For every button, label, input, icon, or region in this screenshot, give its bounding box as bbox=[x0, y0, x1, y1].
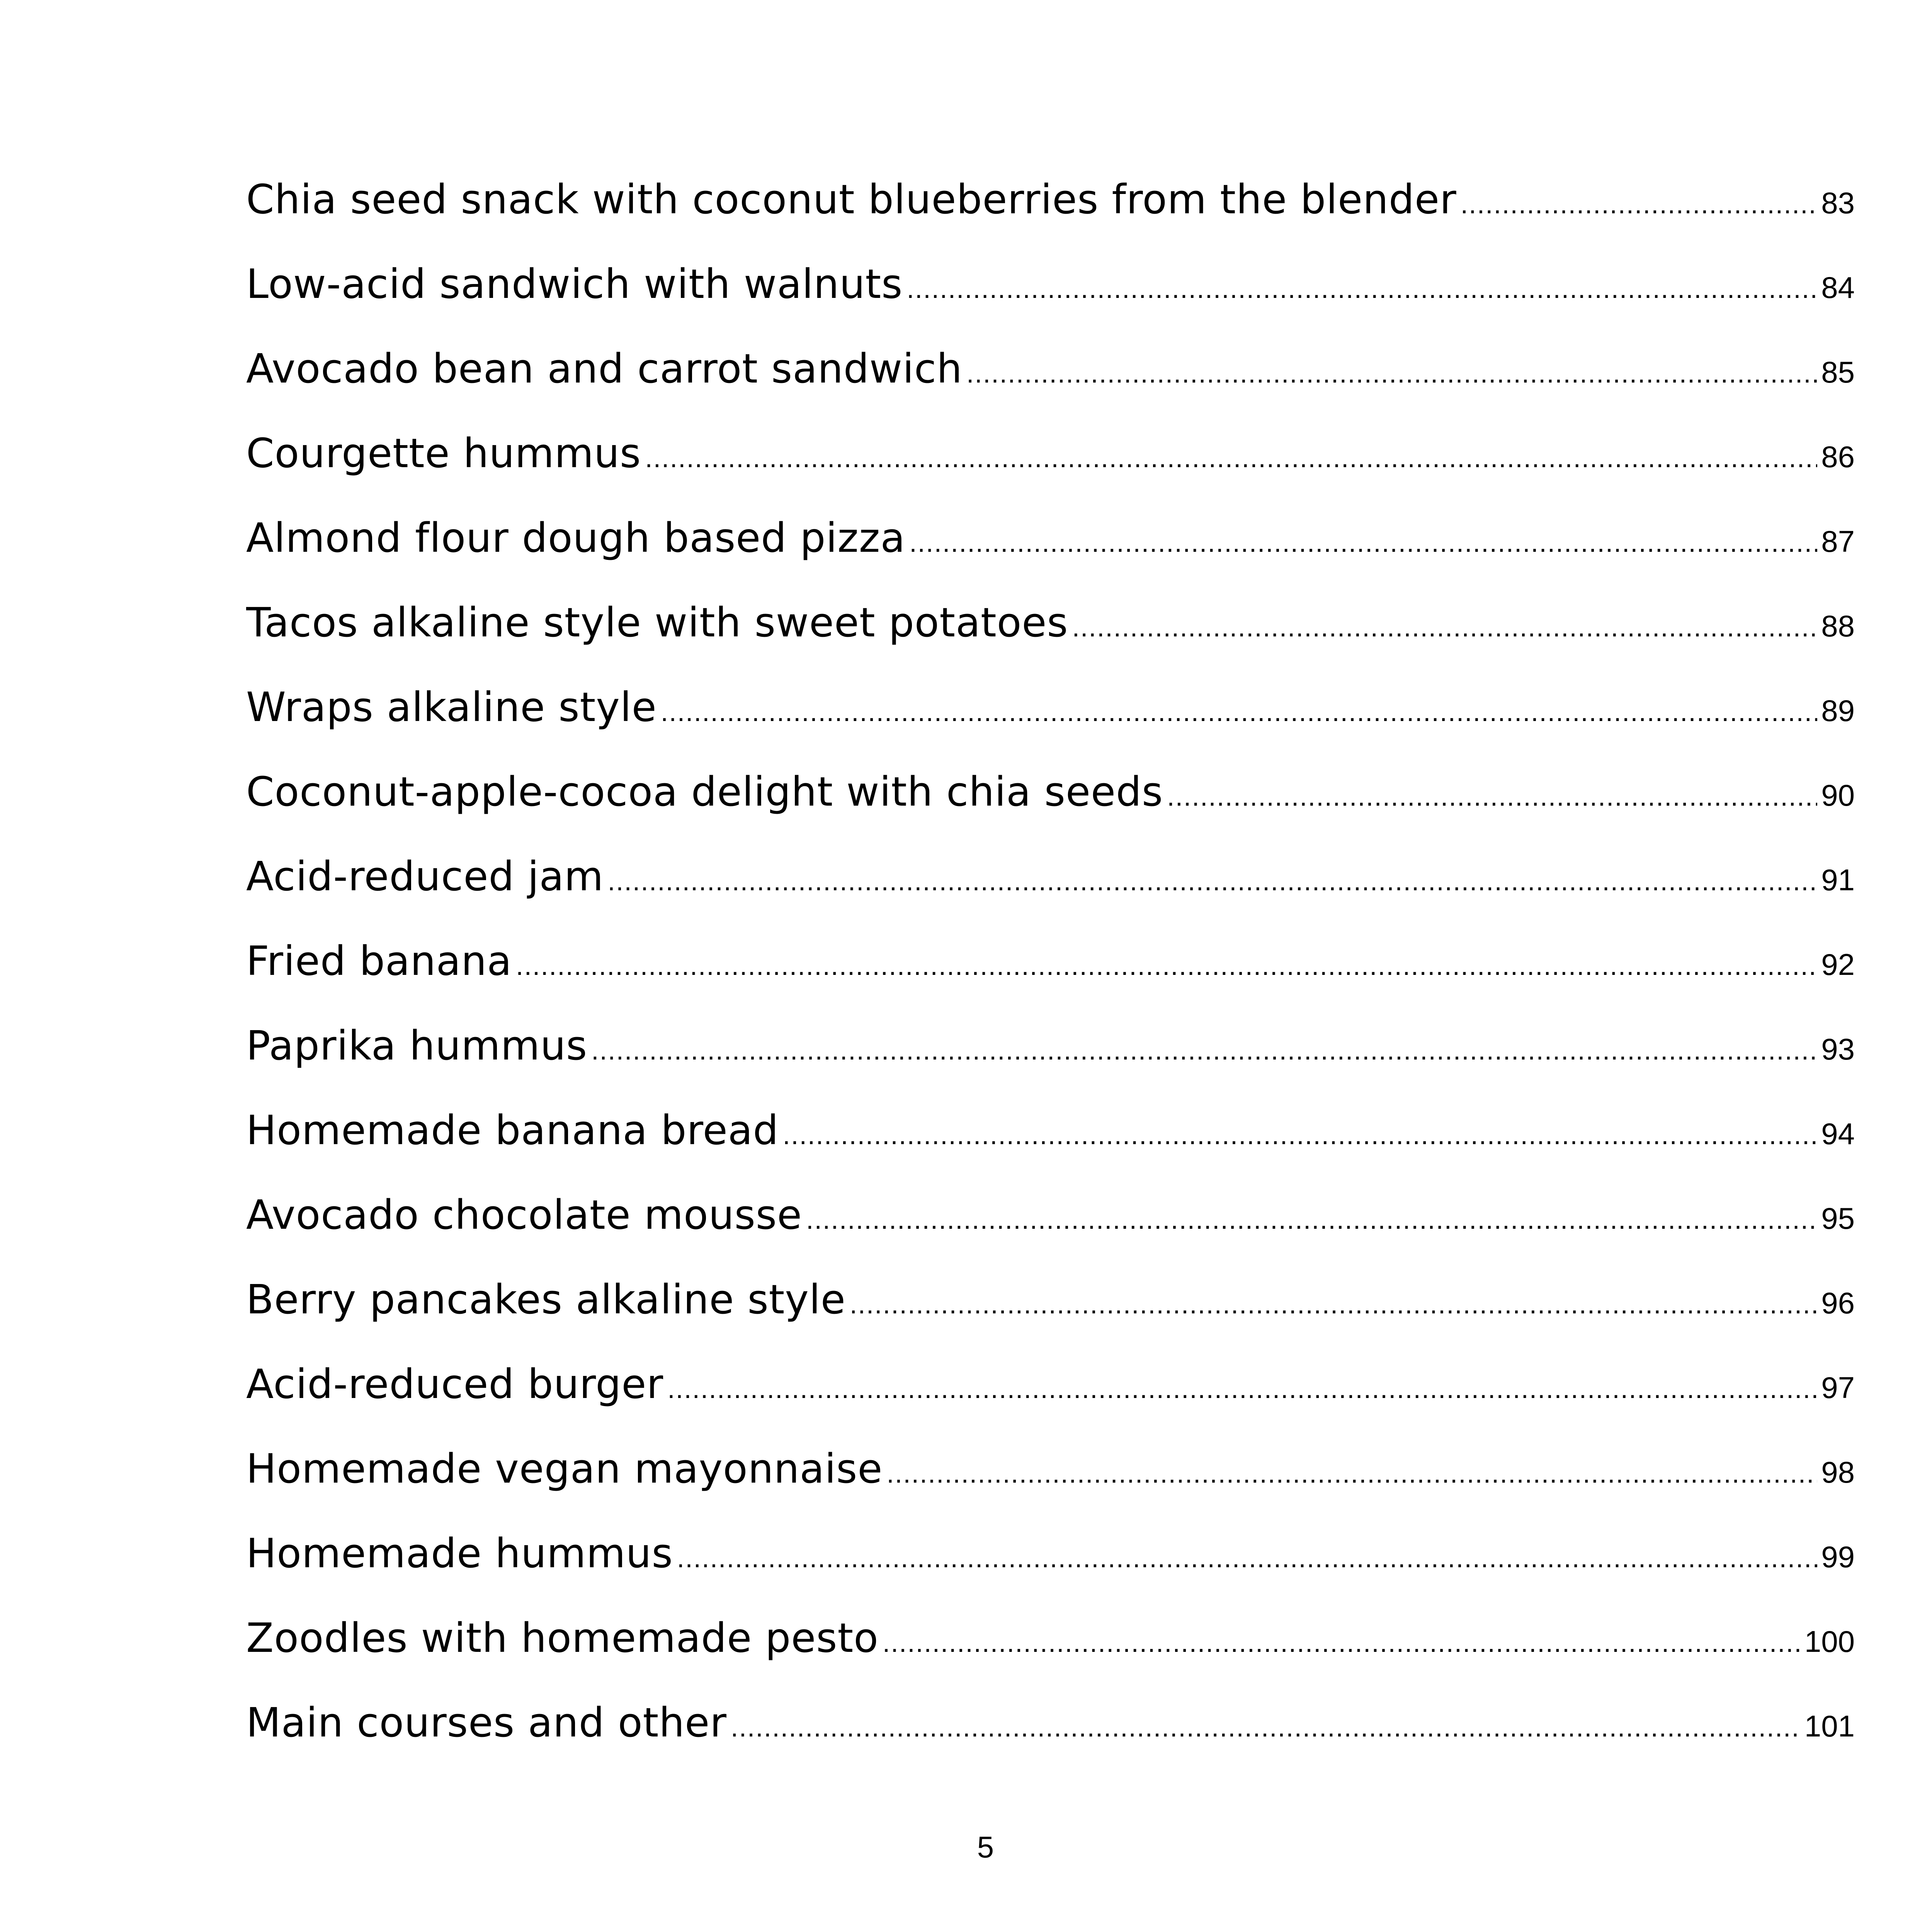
toc-entry-page: 90 bbox=[1821, 778, 1855, 812]
toc-entry-title: Avocado bean and carrot sandwich bbox=[246, 345, 963, 392]
toc-dot-leader bbox=[661, 696, 1817, 727]
toc-entry bbox=[246, 1699, 1855, 1784]
toc-entry bbox=[246, 684, 1855, 768]
toc-dot-leader bbox=[883, 1627, 1801, 1658]
toc-dot-leader bbox=[667, 1373, 1817, 1404]
toc-entry-title: Avocado chocolate mousse bbox=[246, 1191, 803, 1238]
toc-entry bbox=[246, 599, 1855, 684]
toc-entry-page: 84 bbox=[1821, 270, 1855, 304]
toc-entry bbox=[246, 937, 1855, 1022]
toc-entry-page: 101 bbox=[1804, 1709, 1855, 1743]
toc-entry-title: Almond flour dough based pizza bbox=[246, 514, 906, 561]
toc-entry bbox=[246, 1191, 1855, 1276]
toc-entry-page: 87 bbox=[1821, 524, 1855, 558]
table-of-contents bbox=[246, 176, 1855, 1784]
toc-entry bbox=[246, 345, 1855, 430]
toc-entry bbox=[246, 1107, 1855, 1191]
toc-dot-leader bbox=[1167, 781, 1817, 812]
toc-entry bbox=[246, 1530, 1855, 1614]
toc-dot-leader bbox=[783, 1119, 1818, 1150]
toc-entry-title: Tacos alkaline style with sweet potatoes bbox=[246, 599, 1068, 646]
toc-entry-page: 100 bbox=[1804, 1624, 1855, 1658]
toc-dot-leader bbox=[906, 273, 1817, 304]
toc-entry-page: 92 bbox=[1821, 947, 1855, 981]
toc-entry-page: 94 bbox=[1821, 1117, 1855, 1151]
page-number: 5 bbox=[977, 1830, 994, 1864]
toc-dot-leader bbox=[677, 1543, 1817, 1573]
toc-entry-title: Homemade banana bread bbox=[246, 1107, 779, 1154]
toc-entry-page: 95 bbox=[1821, 1201, 1855, 1235]
toc-entry bbox=[246, 260, 1855, 345]
toc-entry-title: Courgette hummus bbox=[246, 430, 641, 477]
toc-dot-leader bbox=[516, 950, 1817, 981]
toc-entry-title: Main courses and other bbox=[246, 1699, 727, 1746]
toc-dot-leader bbox=[886, 1458, 1817, 1489]
toc-entry-page: 83 bbox=[1821, 186, 1855, 220]
toc-dot-leader bbox=[1072, 612, 1818, 643]
toc-entry bbox=[246, 514, 1855, 599]
toc-dot-leader bbox=[645, 442, 1817, 473]
toc-entry-title: Wraps alkaline style bbox=[246, 684, 657, 731]
toc-dot-leader bbox=[909, 527, 1817, 558]
toc-entry-page: 98 bbox=[1821, 1455, 1855, 1489]
toc-entry-page: 96 bbox=[1821, 1286, 1855, 1320]
toc-entry bbox=[246, 1276, 1855, 1361]
toc-entry-title: Low-acid sandwich with walnuts bbox=[246, 260, 903, 308]
toc-entry bbox=[246, 1361, 1855, 1445]
toc-dot-leader bbox=[1461, 189, 1818, 219]
toc-entry-title: Acid-reduced burger bbox=[246, 1361, 664, 1408]
toc-dot-leader bbox=[966, 358, 1817, 389]
toc-entry bbox=[246, 176, 1855, 260]
toc-entry-page: 91 bbox=[1821, 863, 1855, 897]
toc-dot-leader bbox=[806, 1204, 1817, 1235]
toc-entry-title: Coconut-apple-cocoa delight with chia seeds bbox=[246, 768, 1163, 815]
toc-dot-leader bbox=[608, 866, 1818, 896]
toc-entry bbox=[246, 430, 1855, 514]
toc-entry-title: Chia seed snack with coconut blueberries from the blender bbox=[246, 176, 1457, 223]
toc-entry-title: Acid-reduced jam bbox=[246, 853, 604, 900]
toc-entry bbox=[246, 853, 1855, 937]
toc-dot-leader bbox=[731, 1712, 1801, 1743]
toc-entry-page: 86 bbox=[1821, 440, 1855, 474]
toc-entry bbox=[246, 1445, 1855, 1530]
toc-entry-title: Fried banana bbox=[246, 937, 512, 985]
toc-dot-leader bbox=[591, 1035, 1817, 1066]
toc-entry-page: 88 bbox=[1821, 609, 1855, 643]
toc-entry bbox=[246, 1022, 1855, 1107]
toc-entry-title: Zoodles with homemade pesto bbox=[246, 1614, 879, 1662]
toc-entry-page: 89 bbox=[1821, 694, 1855, 728]
toc-entry-title: Paprika hummus bbox=[246, 1022, 588, 1069]
toc-entry-page: 85 bbox=[1821, 355, 1855, 389]
toc-entry bbox=[246, 768, 1855, 853]
toc-entry-page: 97 bbox=[1821, 1371, 1855, 1405]
toc-entry-page: 93 bbox=[1821, 1032, 1855, 1066]
toc-entry-title: Berry pancakes alkaline style bbox=[246, 1276, 846, 1323]
toc-entry bbox=[246, 1614, 1855, 1699]
toc-entry-page: 99 bbox=[1821, 1540, 1855, 1574]
toc-entry-title: Homemade hummus bbox=[246, 1530, 673, 1577]
toc-dot-leader bbox=[850, 1289, 1817, 1320]
toc-entry-title: Homemade vegan mayonnaise bbox=[246, 1445, 883, 1492]
